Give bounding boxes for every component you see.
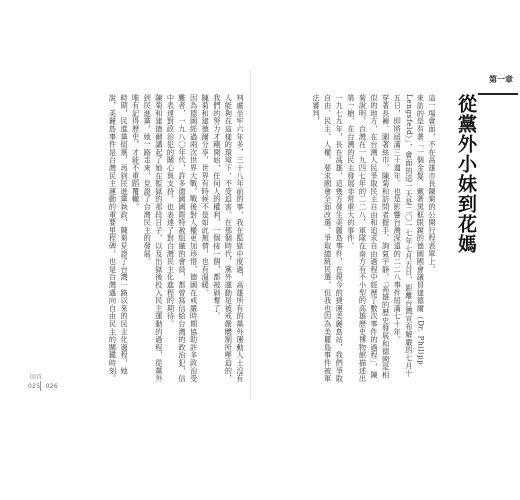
chapter-rule bbox=[484, 88, 510, 100]
left-page-body bbox=[60, 94, 246, 384]
paragraph: 一九七九年，長在高雄，這幾方發生美麗島事件，在現今的捷運美麗島站，我們爭取自由、民主、人權，要求國會全面改選，爭取總統民選，但我也因為美麗島事件被軍法審判， bbox=[312, 94, 345, 383]
chapter-label: 第一章 bbox=[489, 74, 513, 84]
paragraph: 唯有記得歷史，才能不重蹈覆轍。 bbox=[131, 94, 141, 211]
paragraph: 陳菊和建德爾分享，世界有時候不是如此無情，也有溫暖。 bbox=[201, 94, 211, 297]
running-footer-label: 回首 bbox=[30, 374, 43, 381]
paragraph: 時期，民進黨組黨，再到民進黨執政，陳菊見證了台灣一路以來的民主化過程，她說，美麗島事件是台灣民主運動的重要里程碑，也是台灣邁向自由民主的關鍵時刻。 bbox=[108, 94, 130, 383]
paragraph: 判處坐牢六年多，三十八年前的事，我在監獄中度過，高雄所有的黨外運動人士沒有人能夠在這樣的環境下，不受迫害。在那個時代，黨外運動是被戒嚴體制所壓迫的，我們的努力才剛開始，任何人的權利，一個接一個，都被剝奪了。 bbox=[212, 94, 245, 383]
right-page-body bbox=[258, 94, 438, 384]
gutter bbox=[250, 70, 251, 400]
paragraph: 因為德國經過兩次世界大戰，戰後對人權更加珍惜，德國在戒嚴時期協助許多政治受難者，一九八〇年代，許多德國國際特赦組織的會員，都曾寫信給台灣的政治犯，信中表達對政治犯的關心與支持，也表達了對台灣民主化進程的期待。 bbox=[166, 94, 199, 383]
page-number-right: 026 bbox=[45, 383, 58, 390]
paragraph: 這一場會面，不在高雄市長陳菊的公開行程表單上。 bbox=[428, 94, 437, 274]
paragraph: 來訪的是有著「一個金髮、戴著黑框眼鏡的德國國會議員建德爾（Dr. Philipp Lengsfeld）」，會面的這一天是二〇一七年七月五日，距離台灣宣布解嚴的七月十五日，即將屆滿三十週年。也是影響台灣深遠的二二八事件屆滿七十年。 bbox=[393, 94, 426, 378]
paragraph: 穿著長褲、圍著絲巾，陳菊和訪問者握手、詢氣宇靜，「高雄的歷史發展和德國是相似的地方，在台灣人民爭取民主自由和追求自由過程中經歷了數次事件的過程」，陳菊說明，台灣在一九四七年的二二八，軍隊在南方有不小型的高雄歷史博物館描述出第一槍，在台灣的民主發展非常重大的事件。 bbox=[346, 94, 391, 383]
paragraph: 陳菊和建德爾講起了她在監獄的那段日子，以及出獄後投入民主運動的過程，從黨外到民進黨，她一路走來，見證了台灣民主的發展。 bbox=[143, 94, 164, 383]
page-number-left: 025 bbox=[28, 383, 41, 390]
chapter-title: 從黨外小妹到花媽 bbox=[455, 94, 477, 254]
page-numbers bbox=[28, 383, 61, 390]
